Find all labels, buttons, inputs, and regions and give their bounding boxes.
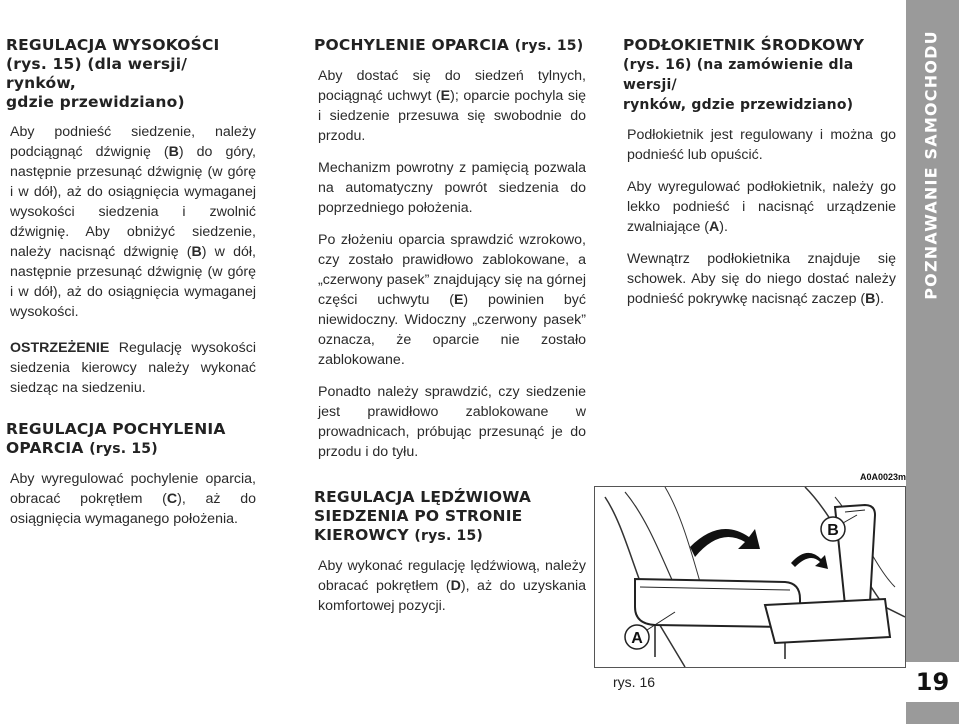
paragraph-armrest-release: Aby wyregulować podłokietnik, należy go lekko podnieść i nacisnąć urządzenie zwalniające (A). (627, 179, 896, 235)
armrest-illustration (595, 487, 905, 667)
column-3 (623, 36, 896, 309)
page-number: 19 (906, 662, 959, 702)
heading-line: REGULACJA WYSOKOŚCI (6, 36, 220, 54)
heading-line: (rys. 15) (dla wersji/ rynków, (6, 55, 188, 92)
paragraph-armrest-storage: Wewnątrz podłokietnika znajduje się schowek. Aby się do niego dostać należy podnieść pokrywkę nacisnąć zaczep (B). (627, 251, 896, 307)
figure-caption: rys. 16 (613, 674, 656, 690)
heading-backrest-fold (314, 36, 586, 56)
heading-ref: (rys. 15) (89, 441, 158, 457)
heading-line: SIEDZENIA PO STRONIE (314, 507, 523, 525)
column-2 (314, 36, 586, 616)
heading-line: REGULACJA POCHYLENIA (6, 420, 226, 438)
heading-armrest (623, 36, 896, 115)
heading-line: REGULACJA LĘDŹWIOWA (314, 488, 532, 506)
paragraph-rails: Ponadto należy sprawdzić, czy siedzenie jest prawidłowo zablokowane w prowadnicach, próbując przesunąć je do przodu i do tyłu. (318, 384, 586, 460)
figure-label-a: A (631, 630, 643, 647)
heading-line: POCHYLENIE OPARCIA (314, 36, 510, 54)
warning-paragraph: OSTRZEŻENIE Regulację wysokości siedzenia kierowcy należy wykonać siedząc na siedzeniu. (10, 340, 256, 396)
heading-height-adjust (6, 36, 256, 112)
heading-line: KIEROWCY (314, 526, 409, 544)
figure-armrest (594, 486, 906, 668)
paragraph-rear-access: Aby dostać się do siedzeń tylnych, pociągnąć uchwyt (E); oparcie pochyla się i siedzenie przesuwa się swobodnie do przodu. (318, 68, 586, 144)
section-side-tab-label: POZNAWANIE SAMOCHODU (921, 30, 941, 300)
heading-line: PODŁOKIETNIK ŚRODKOWY (623, 36, 865, 54)
heading-line: OPARCIA (6, 439, 84, 457)
figure-label-b: B (827, 522, 839, 539)
warning-label: OSTRZEŻENIE (10, 340, 110, 356)
heading-line: (rys. 16) (na zamówienie dla wersji/ (623, 57, 854, 93)
paragraph-backrest-tilt: Aby wyregulować pochylenie oparcia, obracać pokrętłem (C), aż do osiągnięcia wymaganego położenia. (10, 471, 256, 527)
heading-ref: (rys. 15) (414, 528, 484, 544)
column-1 (6, 36, 256, 529)
paragraph-check-lock: Po złożeniu oparcia sprawdzić wzrokowo, czy zostało prawidłowo zablokowane, a „czerwony pasek” znajdujący się na górnej części uchwytu (E) powinien być niewidoczny. Widoczny „czerwony pasek” oznacza, że oparcie nie zostało zablokowane. (318, 232, 586, 368)
heading-backrest-tilt (6, 420, 256, 459)
paragraph-height-adjust: Aby podnieść siedzenie, należy podciągnąć dźwignię (B) do góry, następnie przesunąć dźwignię (w górę i w dół), aż do osiągnięcia wymaganej wysokości siedzenia i zwolnić dźwignię. Aby obniżyć siedzenie, należy nacisnąć dźwignię (B) w dół, następnie przesunąć dźwignię (w górę i w dół), aż do osiągnięcia wymaganej wysokości. (10, 124, 256, 320)
paragraph-armrest-adjustable: Podłokietnik jest regulowany i można go podnieść lub opuścić. (627, 127, 896, 163)
heading-lumbar (314, 488, 586, 546)
heading-line: gdzie przewidziano) (6, 93, 185, 111)
heading-line: rynków, gdzie przewidziano) (623, 97, 854, 113)
heading-ref: (rys. 15) (514, 38, 584, 54)
paragraph-lumbar: Aby wykonać regulację lędźwiową, należy obracać pokrętłem (D), aż do uzyskania komfortowej pozycji. (318, 558, 586, 614)
figure-code: A0A0023m (860, 472, 907, 482)
paragraph-memory: Mechanizm powrotny z pamięcią pozwala na automatyczny powrót siedzenia do poprzedniego położenia. (318, 160, 586, 216)
